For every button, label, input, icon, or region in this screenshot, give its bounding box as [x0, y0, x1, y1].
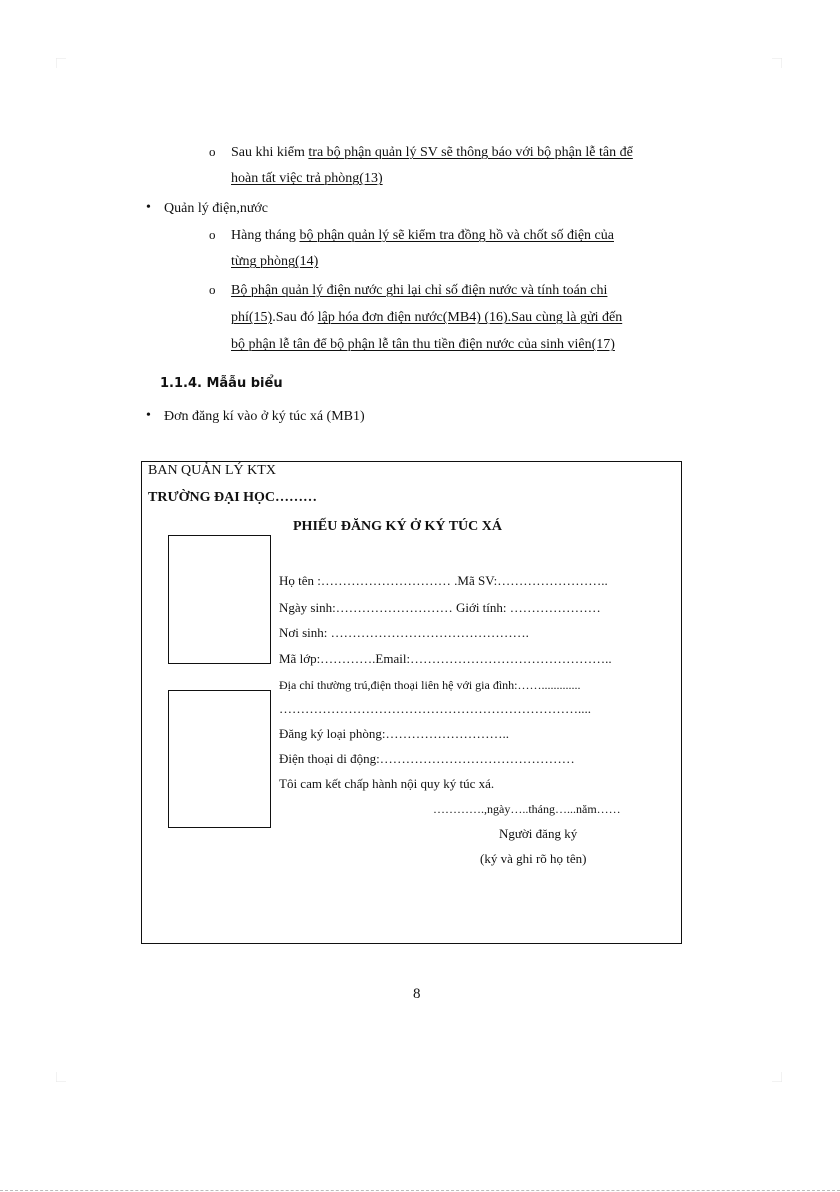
page-edge-divider	[0, 1190, 840, 1191]
text-underlined: phí(15)	[231, 310, 273, 325]
page-number: 8	[413, 986, 421, 1002]
text-underlined: bộ phận lễ tân để bộ phận lễ tân thu tiền điện nước của sinh viên(17)	[231, 337, 615, 352]
photo-placeholder	[168, 535, 271, 664]
photo-placeholder	[168, 690, 271, 828]
paragraph-line	[231, 336, 615, 354]
signer-note: (ký và ghi rõ họ tên)	[480, 851, 587, 866]
paragraph-line	[231, 144, 694, 162]
hollow-bullet-icon: o	[209, 144, 216, 159]
text-underlined: tra bộ phận quản lý SV sẽ thông báo với bộ phận lễ tân để	[308, 145, 633, 160]
crop-mark-icon	[772, 58, 782, 68]
solid-bullet-icon: •	[146, 408, 151, 423]
text-underlined: lập hóa đơn điện nước(MB4) (16).Sau cùng là gửi đến	[317, 310, 623, 325]
dob-field-row: Ngày sinh:……………………… Giới tính: …………………	[279, 600, 601, 615]
text-underlined: từng phòng(14)	[231, 254, 319, 269]
text-plain: .Sau đó	[272, 310, 318, 325]
date-line: ………….,ngày…..tháng…...năm……	[433, 802, 621, 816]
hollow-bullet-icon: o	[209, 282, 216, 297]
name-field-row: Họ tên :………………………… .Mã SV:……………………..	[279, 573, 608, 588]
text-underlined: Bộ phận quản lý điện nước ghi lại chỉ số điện nước và tính toán chi	[231, 283, 608, 298]
text-underlined: bộ phận quản lý sẽ kiểm tra đồng hồ và chốt số điện của	[299, 228, 614, 243]
crop-mark-icon	[772, 1072, 782, 1082]
address-field-row: Địa chỉ thường trú,điện thoại liên hệ với gia đình:…….............	[279, 678, 581, 692]
bullet-text: Quản lý điện,nước	[164, 201, 269, 216]
room-type-field-row: Đăng ký loại phòng:………………………..	[279, 726, 510, 741]
paragraph-line	[231, 227, 614, 245]
form-org-line: BAN QUẢN LÝ KTX	[148, 463, 276, 478]
address-continuation: ……………………………………………………………....	[279, 701, 591, 716]
text-plain: Hàng tháng	[231, 228, 300, 243]
form-school-line: TRƯỜNG ĐẠI HỌC………	[148, 490, 318, 505]
bullet-text: Đơn đăng kí vào ở ký túc xá (MB1)	[164, 409, 365, 424]
commitment-text: Tôi cam kết chấp hành nội quy ký túc xá.	[279, 776, 495, 791]
paragraph-line	[231, 309, 622, 327]
text-underlined: hoàn tất việc trả phòng(13)	[231, 171, 383, 186]
hollow-bullet-icon: o	[209, 227, 216, 242]
paragraph-line	[231, 282, 607, 300]
signer-label: Người đăng ký	[499, 826, 578, 841]
paragraph-line	[231, 170, 383, 188]
class-email-field-row: Mã lớp:………….Email:………………………………………..	[279, 651, 612, 666]
section-heading: 1.1.4. Mẫẫu biểu	[160, 376, 283, 391]
birthplace-field-row: Nơi sinh: ……………………………………….	[279, 625, 529, 640]
form-title: PHIẾU ĐĂNG KÝ Ở KÝ TÚC XÁ	[293, 519, 502, 534]
phone-field-row: Điện thoại di động:………………………………………	[279, 751, 575, 766]
paragraph-line	[231, 253, 318, 271]
crop-mark-icon	[56, 58, 66, 68]
text-plain: Sau khi kiểm	[231, 145, 309, 160]
crop-mark-icon	[56, 1072, 66, 1082]
solid-bullet-icon: •	[146, 200, 151, 215]
